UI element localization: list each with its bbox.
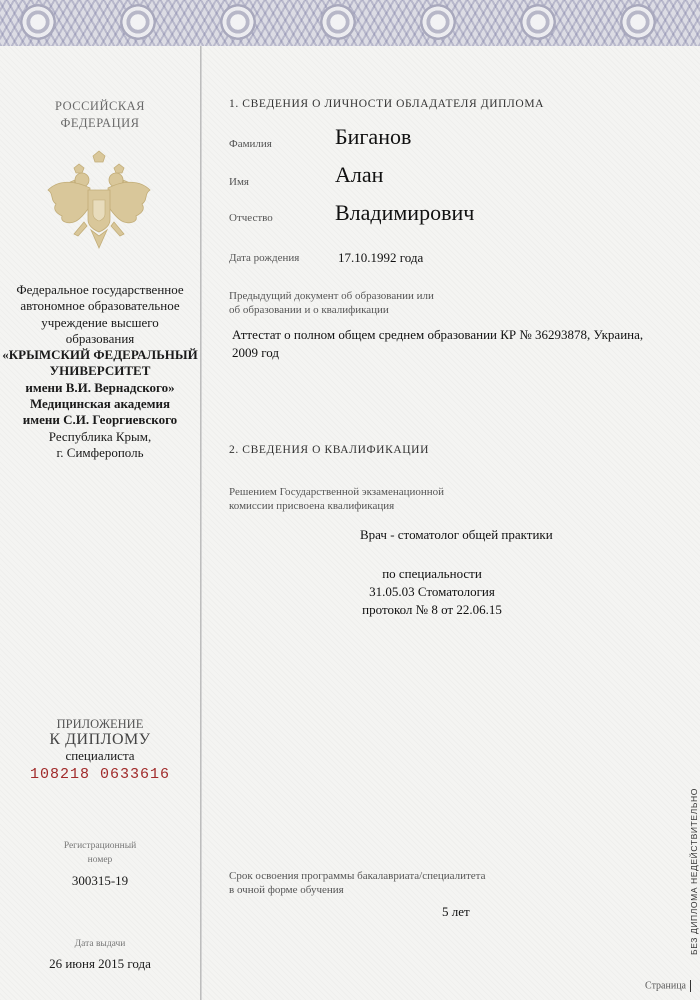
rosette-ornament [320, 4, 356, 40]
country-name: РОССИЙСКАЯ ФЕДЕРАЦИЯ [54, 99, 146, 130]
name-value: Алан [335, 162, 384, 187]
decorative-top-band [0, 0, 700, 46]
name-label: Имя [229, 176, 249, 188]
commission-decision-label: Решением Государственной экзаменационной комиссии присвоена квалификация [229, 486, 445, 512]
study-term-label: Срок освоения программы бакалавриата/специалитета в очной форме обучения [229, 870, 486, 896]
rosette-ornament [620, 4, 656, 40]
registration-number-label: Регистрационный номер [63, 841, 137, 865]
rosette-ornament [420, 4, 456, 40]
rosette-ornament [220, 4, 256, 40]
appendix-heading: ПРИЛОЖЕНИЕ К ДИПЛОМУ специалиста [49, 717, 151, 763]
right-panel [201, 46, 700, 1000]
rosette-ornament [520, 4, 556, 40]
section1-title: 1. СВЕДЕНИЯ О ЛИЧНОСТИ ОБЛАДАТЕЛЯ ДИПЛОМА [229, 98, 545, 110]
diploma-appendix-page [0, 46, 700, 1000]
study-term-value: 5 лет [442, 904, 470, 919]
surname-value: Биганов [335, 124, 412, 149]
rosette-ornament [120, 4, 156, 40]
patronymic-label: Отчество [229, 212, 273, 224]
specialty-block: по специальности 31.05.03 Стоматология протокол № 8 от 22.06.15 [362, 566, 502, 617]
double-headed-eagle-icon [44, 150, 154, 260]
qualification-value: Врач - стоматолог общей практики [360, 527, 553, 542]
previous-document-value: Аттестат о полном общем среднем образовании КР № 36293878, Украина, 2009 год [232, 327, 644, 360]
previous-document-label: Предыдущий документ об образовании или об образовании и о квалификации [229, 290, 434, 316]
page-label: Страница [645, 980, 691, 992]
issue-date: 26 июня 2015 года [49, 956, 151, 971]
registration-number: 300315-19 [71, 873, 129, 888]
rosette-ornament [20, 4, 56, 40]
organization-name: Федеральное государственное автономное образовательное учреждение высшего образования «КРЫМСКИЙ ФЕДЕРАЛЬНЫЙ УНИВЕРСИТЕТ имени В.И. Вернадского» Медицинская академия имени С.И. Георгиевского Республика Крым, г. Симферополь [2, 282, 198, 460]
patronymic-value: Владимирович [335, 200, 475, 225]
surname-label: Фамилия [229, 138, 272, 150]
validity-notice: БЕЗ ДИПЛОМА НЕДЕЙСТВИТЕЛЬНО [689, 788, 699, 955]
issue-date-label: Дата выдачи [74, 939, 126, 949]
diploma-serial-number: 108218 0633616 [29, 766, 171, 783]
birth-date-value: 17.10.1992 года [338, 250, 424, 265]
page-marker [690, 980, 691, 992]
left-panel [0, 46, 201, 1000]
birth-date-label: Дата рождения [229, 252, 300, 264]
section2-title: 2. СВЕДЕНИЯ О КВАЛИФИКАЦИИ [229, 444, 429, 456]
